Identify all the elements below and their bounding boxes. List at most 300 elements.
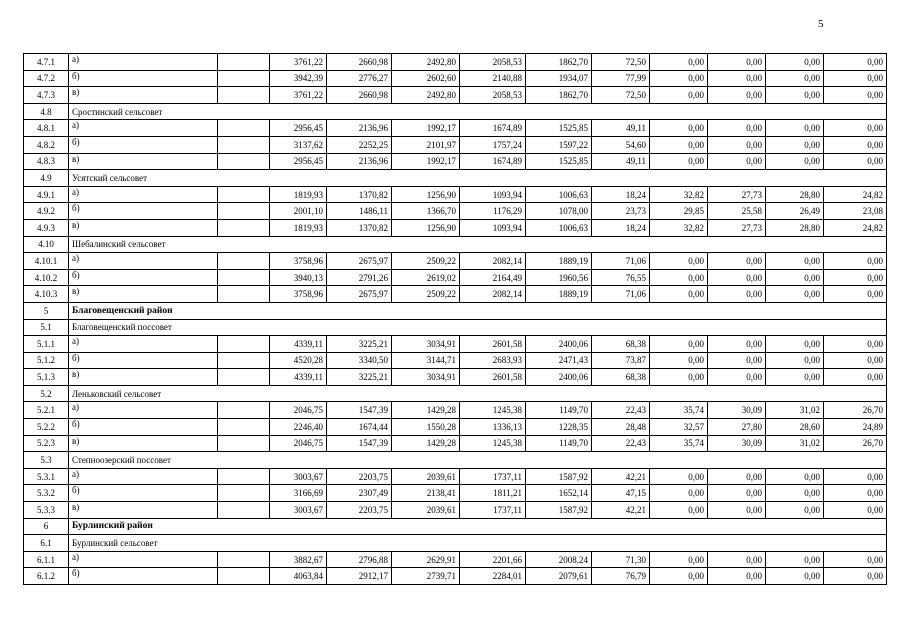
table-row <box>24 286 887 303</box>
row-variant: а) <box>69 336 218 353</box>
row-code: 4.10.1 <box>24 253 69 270</box>
value-cell: 2101,97 <box>392 136 460 153</box>
value-cell: 0,00 <box>824 369 887 386</box>
value-cell: 0,00 <box>824 120 887 137</box>
value-cell: 0,00 <box>766 352 824 369</box>
value-cell: 28,80 <box>766 186 824 203</box>
row-code: 4.10.2 <box>24 269 69 286</box>
value-cell: 2136,96 <box>327 153 392 170</box>
value-cell: 28,60 <box>766 419 824 436</box>
value-cell: 0,00 <box>824 485 887 502</box>
value-cell: 0,00 <box>708 336 766 353</box>
value-cell: 0,00 <box>824 286 887 303</box>
table-row <box>24 568 887 585</box>
value-cell: 0,00 <box>824 153 887 170</box>
value-cell: 0,00 <box>824 253 887 270</box>
value-cell: 1597,22 <box>526 136 592 153</box>
value-cell: 3882,67 <box>270 551 327 568</box>
value-cell: 22,43 <box>592 402 650 419</box>
value-cell: 2079,61 <box>526 568 592 585</box>
value-cell: 0,00 <box>708 54 766 71</box>
row-variant: б) <box>69 568 218 585</box>
value-cell: 0,00 <box>824 468 887 485</box>
section-row <box>24 170 887 187</box>
value-cell: 68,38 <box>592 369 650 386</box>
value-cell: 32,82 <box>650 186 708 203</box>
row-code: 5.1.1 <box>24 336 69 353</box>
value-cell: 2601,58 <box>460 369 526 386</box>
value-cell: 4520,28 <box>270 352 327 369</box>
value-cell: 1547,39 <box>327 435 392 452</box>
value-cell: 2039,61 <box>392 502 460 519</box>
value-cell: 2400,06 <box>526 336 592 353</box>
value-cell: 1819,93 <box>270 219 327 236</box>
value-cell: 3003,67 <box>270 502 327 519</box>
value-cell: 2796,88 <box>327 551 392 568</box>
value-cell: 0,00 <box>766 87 824 104</box>
row-code: 4.9.2 <box>24 203 69 220</box>
section-title: Усятский сельсовет <box>69 170 887 187</box>
section-row <box>24 103 887 120</box>
row-code: 5.1 <box>24 319 69 336</box>
value-cell: 71,06 <box>592 286 650 303</box>
value-cell: 0,00 <box>650 352 708 369</box>
table-row <box>24 468 887 485</box>
row-code: 6.1.2 <box>24 568 69 585</box>
value-cell: 23,73 <box>592 203 650 220</box>
table-row <box>24 502 887 519</box>
value-cell: 2138,41 <box>392 485 460 502</box>
value-cell: 2284,01 <box>460 568 526 585</box>
value-cell: 54,60 <box>592 136 650 153</box>
value-cell: 0,00 <box>708 369 766 386</box>
value-cell: 1336,13 <box>460 419 526 436</box>
value-cell: 4339,11 <box>270 336 327 353</box>
table-row <box>24 186 887 203</box>
section-row <box>24 535 887 552</box>
value-cell: 24,82 <box>824 219 887 236</box>
row-code: 5.2.1 <box>24 402 69 419</box>
value-cell: 3034,91 <box>392 336 460 353</box>
value-cell: 2791,26 <box>327 269 392 286</box>
value-cell: 2164,49 <box>460 269 526 286</box>
value-cell: 1674,89 <box>460 120 526 137</box>
value-cell: 0,00 <box>650 568 708 585</box>
value-cell: 1078,00 <box>526 203 592 220</box>
row-variant: б) <box>69 203 218 220</box>
row-variant: а) <box>69 551 218 568</box>
row-variant: б) <box>69 70 218 87</box>
value-cell: 1889,19 <box>526 286 592 303</box>
table-row <box>24 203 887 220</box>
value-cell: 1149,70 <box>526 402 592 419</box>
value-cell: 0,00 <box>650 551 708 568</box>
value-cell: 0,00 <box>650 485 708 502</box>
table-row <box>24 269 887 286</box>
value-cell: 1366,70 <box>392 203 460 220</box>
value-cell: 77,99 <box>592 70 650 87</box>
value-cell: 0,00 <box>824 502 887 519</box>
value-cell: 22,43 <box>592 435 650 452</box>
empty-cell <box>218 419 270 436</box>
empty-cell <box>218 70 270 87</box>
table-row <box>24 70 887 87</box>
value-cell: 2046,75 <box>270 435 327 452</box>
value-cell: 0,00 <box>766 502 824 519</box>
row-variant: в) <box>69 219 218 236</box>
value-cell: 3940,13 <box>270 269 327 286</box>
row-code: 4.8.2 <box>24 136 69 153</box>
value-cell: 3758,96 <box>270 253 327 270</box>
value-cell: 0,00 <box>766 468 824 485</box>
empty-cell <box>218 219 270 236</box>
value-cell: 2675,97 <box>327 253 392 270</box>
value-cell: 3225,21 <box>327 336 392 353</box>
row-variant: в) <box>69 502 218 519</box>
value-cell: 2046,75 <box>270 402 327 419</box>
value-cell: 0,00 <box>708 253 766 270</box>
row-code: 4.9 <box>24 170 69 187</box>
value-cell: 3137,62 <box>270 136 327 153</box>
value-cell: 1652,14 <box>526 485 592 502</box>
row-code: 5.1.2 <box>24 352 69 369</box>
row-code: 5 <box>24 302 69 319</box>
value-cell: 0,00 <box>766 568 824 585</box>
value-cell: 73,87 <box>592 352 650 369</box>
value-cell: 2082,14 <box>460 286 526 303</box>
value-cell: 0,00 <box>650 468 708 485</box>
row-code: 6.1.1 <box>24 551 69 568</box>
value-cell: 2001,10 <box>270 203 327 220</box>
row-code: 5.2.3 <box>24 435 69 452</box>
value-cell: 0,00 <box>708 120 766 137</box>
value-cell: 26,70 <box>824 402 887 419</box>
row-code: 4.7.2 <box>24 70 69 87</box>
empty-cell <box>218 87 270 104</box>
row-code: 6 <box>24 518 69 535</box>
value-cell: 24,89 <box>824 419 887 436</box>
value-cell: 1992,17 <box>392 120 460 137</box>
value-cell: 2252,25 <box>327 136 392 153</box>
data-table <box>23 53 887 585</box>
value-cell: 1550,28 <box>392 419 460 436</box>
row-variant: в) <box>69 153 218 170</box>
value-cell: 0,00 <box>708 153 766 170</box>
value-cell: 2203,75 <box>327 468 392 485</box>
section-title: Шебалинский сельсовет <box>69 236 887 253</box>
row-code: 4.7.1 <box>24 54 69 71</box>
value-cell: 0,00 <box>708 485 766 502</box>
value-cell: 23,08 <box>824 203 887 220</box>
row-code: 4.8 <box>24 103 69 120</box>
empty-cell <box>218 203 270 220</box>
value-cell: 1256,90 <box>392 186 460 203</box>
row-code: 4.8.3 <box>24 153 69 170</box>
value-cell: 4339,11 <box>270 369 327 386</box>
value-cell: 3758,96 <box>270 286 327 303</box>
value-cell: 2136,96 <box>327 120 392 137</box>
empty-cell <box>218 120 270 137</box>
value-cell: 3340,50 <box>327 352 392 369</box>
value-cell: 18,24 <box>592 186 650 203</box>
row-variant: в) <box>69 286 218 303</box>
table-row <box>24 336 887 353</box>
value-cell: 68,38 <box>592 336 650 353</box>
value-cell: 3144,71 <box>392 352 460 369</box>
row-variant: б) <box>69 269 218 286</box>
empty-cell <box>218 186 270 203</box>
value-cell: 1674,44 <box>327 419 392 436</box>
value-cell: 0,00 <box>650 253 708 270</box>
value-cell: 1006,63 <box>526 186 592 203</box>
value-cell: 30,09 <box>708 402 766 419</box>
value-cell: 1737,11 <box>460 468 526 485</box>
value-cell: 2058,53 <box>460 54 526 71</box>
value-cell: 0,00 <box>766 136 824 153</box>
value-cell: 26,70 <box>824 435 887 452</box>
row-variant: а) <box>69 120 218 137</box>
value-cell: 1245,38 <box>460 435 526 452</box>
row-variant: в) <box>69 369 218 386</box>
row-variant: б) <box>69 352 218 369</box>
value-cell: 0,00 <box>708 551 766 568</box>
section-row <box>24 385 887 402</box>
empty-cell <box>218 468 270 485</box>
section-row <box>24 319 887 336</box>
value-cell: 0,00 <box>650 70 708 87</box>
table-row <box>24 136 887 153</box>
value-cell: 28,48 <box>592 419 650 436</box>
district-row <box>24 518 887 535</box>
table-row <box>24 402 887 419</box>
value-cell: 2660,98 <box>327 87 392 104</box>
value-cell: 0,00 <box>650 502 708 519</box>
value-cell: 2509,22 <box>392 286 460 303</box>
empty-cell <box>218 568 270 585</box>
value-cell: 2203,75 <box>327 502 392 519</box>
value-cell: 1862,70 <box>526 87 592 104</box>
value-cell: 3942,39 <box>270 70 327 87</box>
value-cell: 27,73 <box>708 219 766 236</box>
table-row <box>24 153 887 170</box>
value-cell: 1256,90 <box>392 219 460 236</box>
value-cell: 2246,40 <box>270 419 327 436</box>
value-cell: 0,00 <box>766 485 824 502</box>
table-row <box>24 419 887 436</box>
value-cell: 2082,14 <box>460 253 526 270</box>
empty-cell <box>218 369 270 386</box>
value-cell: 31,02 <box>766 402 824 419</box>
empty-cell <box>218 485 270 502</box>
empty-cell <box>218 551 270 568</box>
value-cell: 2629,91 <box>392 551 460 568</box>
row-variant: в) <box>69 435 218 452</box>
value-cell: 2619,02 <box>392 269 460 286</box>
value-cell: 0,00 <box>708 352 766 369</box>
value-cell: 0,00 <box>824 336 887 353</box>
value-cell: 0,00 <box>766 120 824 137</box>
value-cell: 2602,60 <box>392 70 460 87</box>
empty-cell <box>218 153 270 170</box>
value-cell: 0,00 <box>824 70 887 87</box>
value-cell: 2675,97 <box>327 286 392 303</box>
table-row <box>24 435 887 452</box>
value-cell: 76,55 <box>592 269 650 286</box>
table-row <box>24 87 887 104</box>
value-cell: 0,00 <box>650 120 708 137</box>
district-row <box>24 302 887 319</box>
value-cell: 1525,85 <box>526 153 592 170</box>
row-variant: б) <box>69 485 218 502</box>
value-cell: 32,82 <box>650 219 708 236</box>
value-cell: 1960,56 <box>526 269 592 286</box>
value-cell: 35,74 <box>650 435 708 452</box>
row-variant: а) <box>69 402 218 419</box>
value-cell: 27,73 <box>708 186 766 203</box>
section-row <box>24 452 887 469</box>
value-cell: 1429,28 <box>392 435 460 452</box>
section-title: Бурлинский сельсовет <box>69 535 887 552</box>
row-variant: в) <box>69 87 218 104</box>
value-cell: 31,02 <box>766 435 824 452</box>
empty-cell <box>218 269 270 286</box>
value-cell: 1093,94 <box>460 186 526 203</box>
value-cell: 0,00 <box>650 87 708 104</box>
value-cell: 32,57 <box>650 419 708 436</box>
table-row <box>24 54 887 71</box>
row-variant: б) <box>69 419 218 436</box>
row-variant: а) <box>69 253 218 270</box>
table-row <box>24 120 887 137</box>
value-cell: 1006,63 <box>526 219 592 236</box>
value-cell: 0,00 <box>708 136 766 153</box>
value-cell: 0,00 <box>708 87 766 104</box>
value-cell: 1889,19 <box>526 253 592 270</box>
value-cell: 1862,70 <box>526 54 592 71</box>
value-cell: 0,00 <box>766 54 824 71</box>
value-cell: 72,50 <box>592 87 650 104</box>
value-cell: 25,58 <box>708 203 766 220</box>
value-cell: 3225,21 <box>327 369 392 386</box>
page-number: 5 <box>818 18 824 30</box>
value-cell: 71,06 <box>592 253 650 270</box>
value-cell: 2912,17 <box>327 568 392 585</box>
value-cell: 3761,22 <box>270 87 327 104</box>
value-cell: 1429,28 <box>392 402 460 419</box>
row-code: 5.2 <box>24 385 69 402</box>
value-cell: 4063,84 <box>270 568 327 585</box>
empty-cell <box>218 352 270 369</box>
value-cell: 47,15 <box>592 485 650 502</box>
value-cell: 27,80 <box>708 419 766 436</box>
value-cell: 0,00 <box>766 551 824 568</box>
value-cell: 2509,22 <box>392 253 460 270</box>
value-cell: 0,00 <box>650 336 708 353</box>
value-cell: 1370,82 <box>327 219 392 236</box>
value-cell: 1674,89 <box>460 153 526 170</box>
value-cell: 3034,91 <box>392 369 460 386</box>
value-cell: 0,00 <box>824 269 887 286</box>
value-cell: 0,00 <box>766 336 824 353</box>
value-cell: 0,00 <box>708 286 766 303</box>
row-code: 4.7.3 <box>24 87 69 104</box>
empty-cell <box>218 253 270 270</box>
section-row <box>24 236 887 253</box>
value-cell: 1934,07 <box>526 70 592 87</box>
value-cell: 0,00 <box>766 269 824 286</box>
table-row <box>24 352 887 369</box>
table-row <box>24 219 887 236</box>
value-cell: 0,00 <box>824 87 887 104</box>
section-title: Благовещенский поссовет <box>69 319 887 336</box>
value-cell: 0,00 <box>766 153 824 170</box>
value-cell: 1819,93 <box>270 186 327 203</box>
value-cell: 71,30 <box>592 551 650 568</box>
section-title: Сростинский сельсовет <box>69 103 887 120</box>
value-cell: 26,49 <box>766 203 824 220</box>
value-cell: 49,11 <box>592 153 650 170</box>
table-row <box>24 253 887 270</box>
value-cell: 0,00 <box>766 253 824 270</box>
empty-cell <box>218 136 270 153</box>
value-cell: 2058,53 <box>460 87 526 104</box>
value-cell: 2140,88 <box>460 70 526 87</box>
section-title: Леньковский сельсовет <box>69 385 887 402</box>
value-cell: 0,00 <box>766 70 824 87</box>
table-row <box>24 551 887 568</box>
value-cell: 42,21 <box>592 502 650 519</box>
empty-cell <box>218 402 270 419</box>
value-cell: 1992,17 <box>392 153 460 170</box>
value-cell: 2683,93 <box>460 352 526 369</box>
value-cell: 0,00 <box>824 136 887 153</box>
value-cell: 18,24 <box>592 219 650 236</box>
row-code: 4.8.1 <box>24 120 69 137</box>
value-cell: 1547,39 <box>327 402 392 419</box>
row-code: 6.1 <box>24 535 69 552</box>
value-cell: 1245,38 <box>460 402 526 419</box>
value-cell: 2601,58 <box>460 336 526 353</box>
value-cell: 72,50 <box>592 54 650 71</box>
empty-cell <box>218 435 270 452</box>
value-cell: 0,00 <box>650 136 708 153</box>
row-code: 5.3.2 <box>24 485 69 502</box>
empty-cell <box>218 502 270 519</box>
value-cell: 3761,22 <box>270 54 327 71</box>
value-cell: 3003,67 <box>270 468 327 485</box>
row-code: 5.3.1 <box>24 468 69 485</box>
value-cell: 2660,98 <box>327 54 392 71</box>
value-cell: 1093,94 <box>460 219 526 236</box>
row-code: 5.3.3 <box>24 502 69 519</box>
value-cell: 1228,35 <box>526 419 592 436</box>
value-cell: 2739,71 <box>392 568 460 585</box>
value-cell: 2400,06 <box>526 369 592 386</box>
value-cell: 1811,21 <box>460 485 526 502</box>
value-cell: 2471,43 <box>526 352 592 369</box>
value-cell: 0,00 <box>650 369 708 386</box>
value-cell: 1149,70 <box>526 435 592 452</box>
row-code: 4.10.3 <box>24 286 69 303</box>
value-cell: 1176,29 <box>460 203 526 220</box>
value-cell: 35,74 <box>650 402 708 419</box>
value-cell: 2956,45 <box>270 120 327 137</box>
value-cell: 0,00 <box>650 54 708 71</box>
value-cell: 0,00 <box>824 54 887 71</box>
row-code: 4.9.3 <box>24 219 69 236</box>
value-cell: 0,00 <box>824 352 887 369</box>
row-variant: б) <box>69 136 218 153</box>
